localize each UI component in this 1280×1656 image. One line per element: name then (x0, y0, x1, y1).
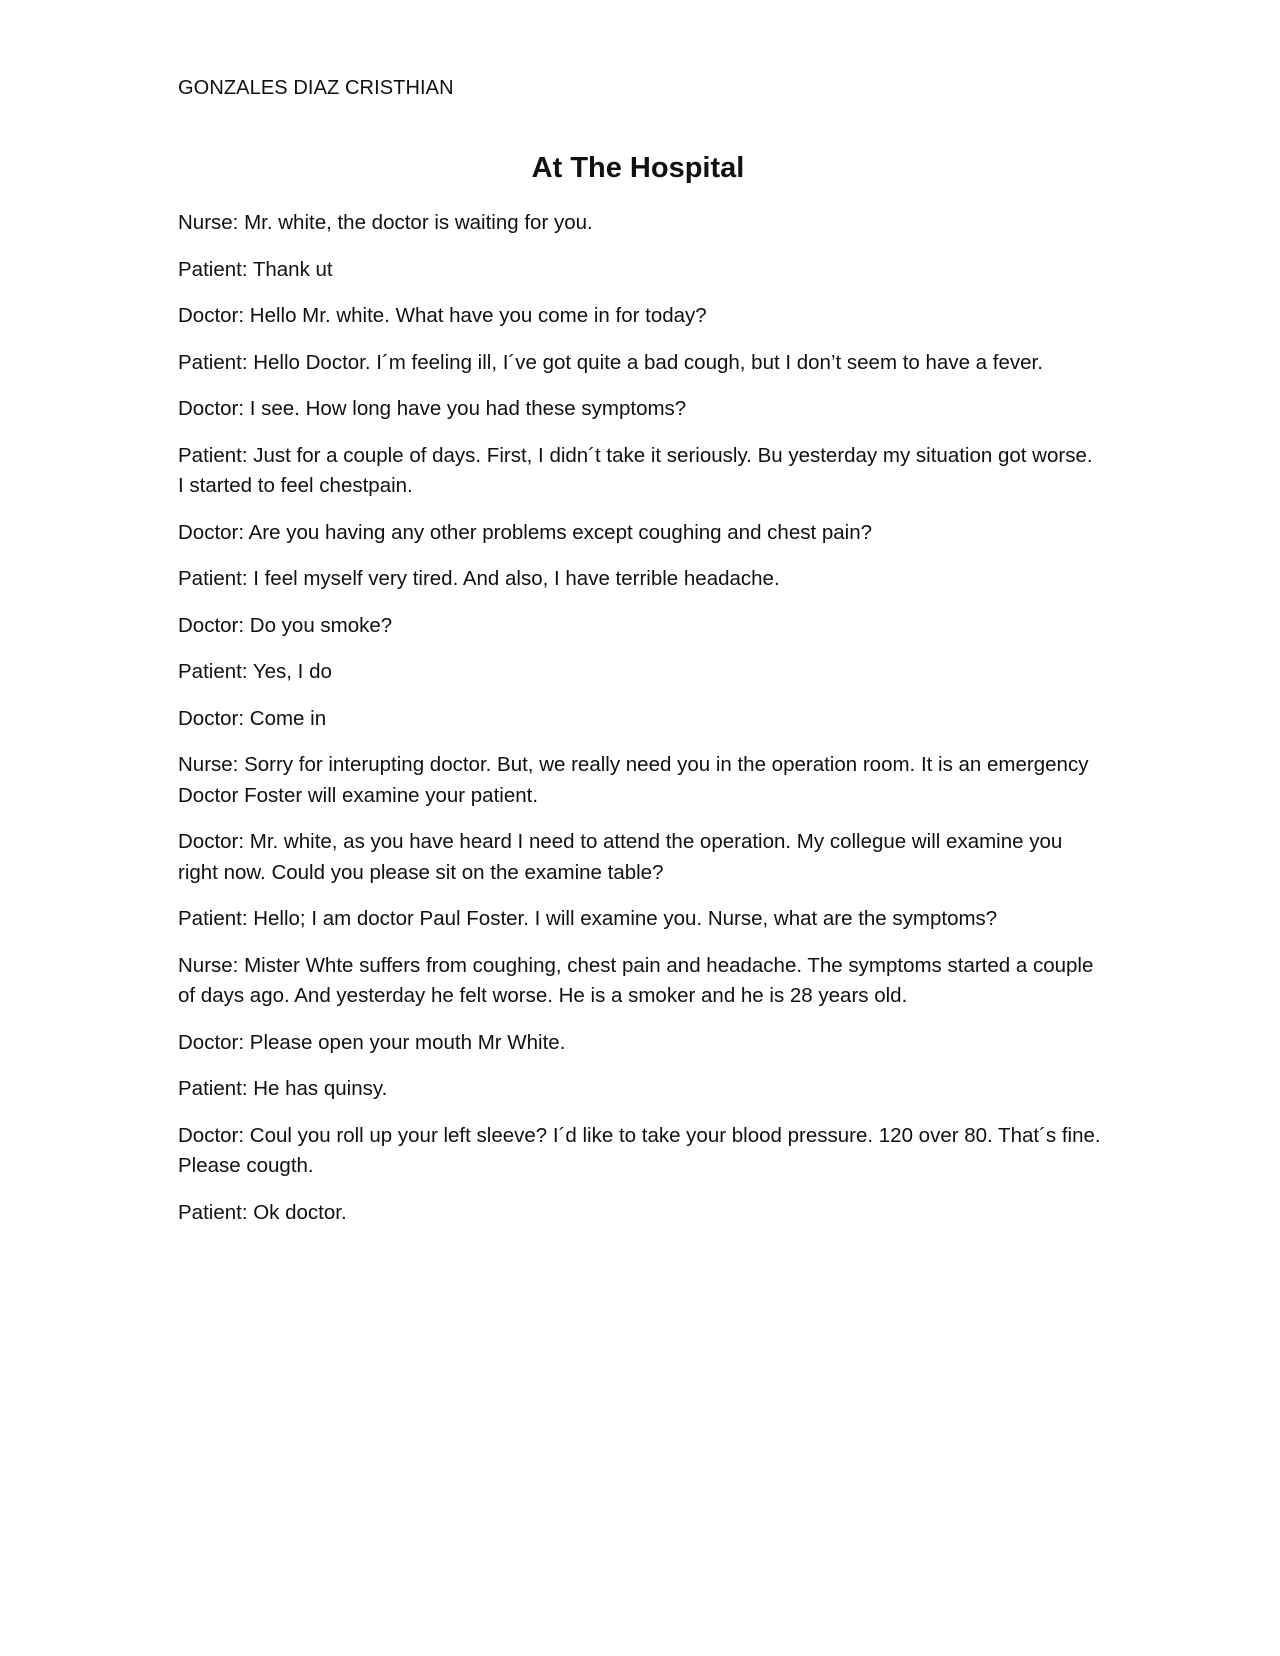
dialogue-line: Doctor: Do you smoke? (178, 613, 393, 637)
dialogue-line: Nurse: Mr. white, the doctor is waiting for you. (178, 211, 593, 234)
page-title: At The Hospital (531, 152, 745, 184)
dialogue-line: Doctor: Are you having any other problems except coughing and chest pain? (178, 520, 873, 544)
dialogue-line: Nurse: Mister Whte suffers from coughing, chest pain and headache. The symptoms started a couple of days ago. And yesterday he felt worse. He is a smoker and he is 28 years old. (178, 953, 1094, 1007)
dialogue-line: Doctor: I see. How long have you had these symptoms? (178, 397, 687, 420)
author-name: GONZALES DIAZ CRISTHIAN (178, 77, 454, 99)
dialogue-line: Doctor: Coul you roll up your left sleeve? I´d like to take your blood pressure. 120 over 80. That´s fine. Please cougth. (178, 1123, 1101, 1177)
dialogue-line: Patient: Hello; I am doctor Paul Foster. I will examine you. Nurse, what are the symptoms? (178, 907, 998, 930)
dialogue-line: Patient: Yes, I do (178, 660, 332, 683)
dialogue (178, 208, 1103, 1244)
dialogue-line: Doctor: Hello Mr. white. What have you come in for today? (178, 304, 707, 327)
dialogue-line: Patient: He has quinsy. (178, 1077, 388, 1100)
dialogue-line: Patient: Ok doctor. (178, 1200, 347, 1224)
dialogue-line: Doctor: Mr. white, as you have heard I need to attend the operation. My collegue will examine you right now. Could you please sit on the examine table? (178, 830, 1063, 884)
dialogue-line: Nurse: Sorry for interupting doctor. But, we really need you in the operation room. It is an emergency Doctor Foster will examine your patient. (178, 753, 1089, 807)
dialogue-line: Patient: I feel myself very tired. And also, I have terrible headache. (178, 567, 780, 590)
dialogue-line: Patient: Hello Doctor. I´m feeling ill, I´ve got quite a bad cough, but I don’t seem to have a fever. (178, 350, 1043, 374)
dialogue-line: Patient: Just for a couple of days. First, I didn´t take it seriously. Bu yesterday my situation got worse. I started to feel chestpain. (178, 443, 1093, 497)
dialogue-line: Doctor: Please open your mouth Mr White. (178, 1030, 566, 1054)
dialogue-line: Patient: Thank ut (178, 257, 333, 281)
dialogue-line: Doctor: Come in (178, 706, 327, 730)
